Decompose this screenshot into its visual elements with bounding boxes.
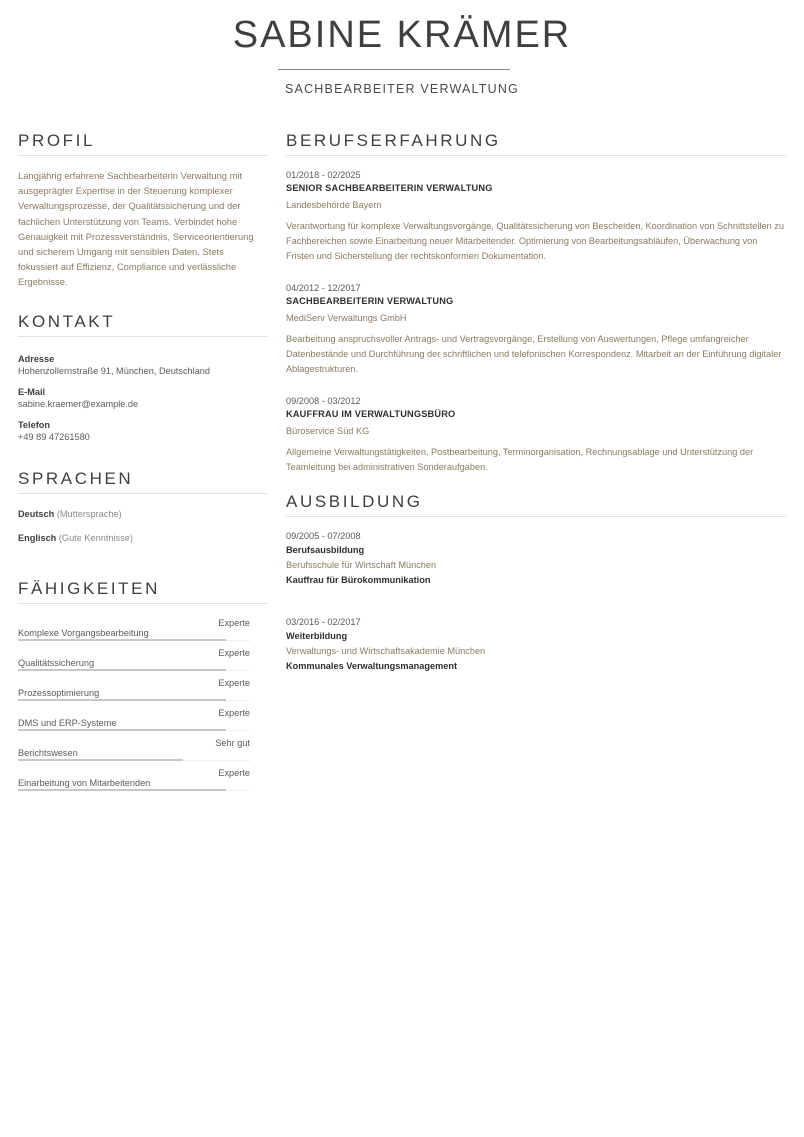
skill-bar-fill xyxy=(18,789,226,791)
language-name: Englisch xyxy=(18,533,57,543)
job-date: 04/2012 - 12/2017 xyxy=(286,283,361,293)
skill-name: Komplexe Vorgangsbearbeitung xyxy=(18,628,149,638)
section-title-contact: KONTAKT xyxy=(18,312,116,331)
skill-item xyxy=(18,618,268,648)
skill-bar-fill xyxy=(18,729,226,731)
contact-email xyxy=(18,386,268,410)
skill-level: Experte xyxy=(218,648,250,658)
skill-level: Experte xyxy=(218,708,250,718)
skill-name: Qualitätssicherung xyxy=(18,658,95,668)
education-school: Verwaltungs- und Wirtschaftsakademie München xyxy=(286,646,486,656)
skill-name: Prozessoptimierung xyxy=(18,688,100,698)
language-level: (Muttersprache) xyxy=(56,509,122,519)
contact-address xyxy=(18,353,268,377)
skill-level: Experte xyxy=(218,618,250,628)
job-company: Landesbehörde Bayern xyxy=(286,200,382,210)
job-entry xyxy=(286,395,786,475)
job-subtitle: SACHBEARBEITER VERWALTUNG xyxy=(285,82,519,96)
section-title-skills: FÄHIGKEITEN xyxy=(18,579,160,598)
contact-label: Adresse xyxy=(18,354,55,364)
contact-value[interactable]: sabine.kraemer@example.de xyxy=(18,399,139,409)
candidate-name: SABINE KRÄMER xyxy=(232,14,572,56)
language-level: (Gute Kenntnisse) xyxy=(58,533,133,543)
skill-name: Berichtswesen xyxy=(18,748,78,758)
job-title: KAUFFRAU IM VERWALTUNGSBÜRO xyxy=(286,409,456,419)
section-title-education: AUSBILDUNG xyxy=(286,492,423,511)
skill-name: Einarbeitung von Mitarbeitenden xyxy=(18,778,151,788)
section-title-experience: BERUFSERFAHRUNG xyxy=(286,131,501,150)
education-date: 09/2005 - 07/2008 xyxy=(286,531,361,541)
skill-item xyxy=(18,738,268,768)
job-company: MediServ Verwaltungs GmbH xyxy=(286,313,407,323)
skill-item xyxy=(18,678,268,708)
education-entry xyxy=(286,616,786,673)
contact-value: Hohenzollernstraße 91, München, Deutschland xyxy=(18,366,211,376)
contact-label: E-Mail xyxy=(18,387,46,397)
education-degree: Kommunales Verwaltungsmanagement xyxy=(286,661,458,671)
section-title-profile: PROFIL xyxy=(18,131,96,150)
contact-phone xyxy=(18,419,268,443)
job-description: Bearbeitung anspruchsvoller Antrags- und Vertragsvorgänge, Erstellung von Auswertungen, Pflege umfangreicher Datenbestände und Durchführung der schriftlichen und telefonischen Korrespondenz. Mitarbeit an der Einführung digitaler Ablagestrukturen. xyxy=(286,334,782,375)
education-entry xyxy=(286,530,786,587)
contact-value: +49 89 47261580 xyxy=(18,432,90,442)
job-title: SACHBEARBEITERIN VERWALTUNG xyxy=(286,296,454,306)
name-divider xyxy=(278,69,510,70)
skill-item xyxy=(18,708,268,738)
section-rule xyxy=(286,155,786,156)
education-type: Berufsausbildung xyxy=(286,545,365,555)
job-description: Allgemeine Verwaltungstätigkeiten, Postbearbeitung, Terminorganisation, Rechnungsablage und Unterstützung der Teamleitung bei administrativen Sonderaufgaben. xyxy=(286,447,754,473)
profile-text: Langjährig erfahrene Sachbearbeiterin Verwaltung mit ausgeprägter Expertise in der Steuerung komplexer Verwaltungsprozesse, der Qualitätssicherung und der fachlichen Unterstützung von Teams. Verbindet hohe Genauigkeit mit Prozessverständnis, Serviceorientierung und sicherem Umgang mit sensiblen Daten. Stets fokussiert auf Effizienz, Compliance und verlässliche Ergebnisse. xyxy=(18,170,254,288)
language-item xyxy=(18,532,133,544)
section-rule xyxy=(18,603,268,604)
job-company: Büroservice Süd KG xyxy=(286,426,370,436)
job-entry xyxy=(286,282,786,378)
job-title: SENIOR SACHBEARBEITERIN VERWALTUNG xyxy=(286,183,493,193)
education-date: 03/2016 - 02/2017 xyxy=(286,617,361,627)
skill-item xyxy=(18,648,268,678)
education-school: Berufsschule für Wirtschaft München xyxy=(286,560,437,570)
job-description: Verantwortung für komplexe Verwaltungsvorgänge, Qualitätssicherung von Bescheiden, Koordination von Schnittstellen zu Fachbereichen sowie Einarbeitung neuer Mitarbeitender. Optimierung von Bearbeitungsabläufen, Überwachung von Fristen und Sicherstellung der rechtskonformen Dokumentation. xyxy=(286,221,784,262)
skill-bar-fill xyxy=(18,759,183,761)
section-rule xyxy=(286,516,786,517)
skill-level: Experte xyxy=(218,768,250,778)
skill-name: DMS und ERP-Systeme xyxy=(18,718,117,728)
skill-level: Experte xyxy=(218,678,250,688)
section-rule xyxy=(18,155,268,156)
skill-item xyxy=(18,768,268,798)
contact-label: Telefon xyxy=(18,420,50,430)
language-name: Deutsch xyxy=(18,509,55,519)
section-title-languages: SPRACHEN xyxy=(18,469,134,488)
job-entry xyxy=(286,169,786,265)
job-date: 01/2018 - 02/2025 xyxy=(286,170,361,180)
job-date: 09/2008 - 03/2012 xyxy=(286,396,361,406)
skill-bar-fill xyxy=(18,669,226,671)
section-rule xyxy=(18,493,268,494)
language-item xyxy=(18,508,122,520)
skill-bar-fill xyxy=(18,699,226,701)
education-type: Weiterbildung xyxy=(286,631,348,641)
section-rule xyxy=(18,336,268,337)
skill-bar-fill xyxy=(18,639,226,641)
skill-level: Sehr gut xyxy=(215,738,250,748)
education-degree: Kauffrau für Bürokommunikation xyxy=(286,575,431,585)
